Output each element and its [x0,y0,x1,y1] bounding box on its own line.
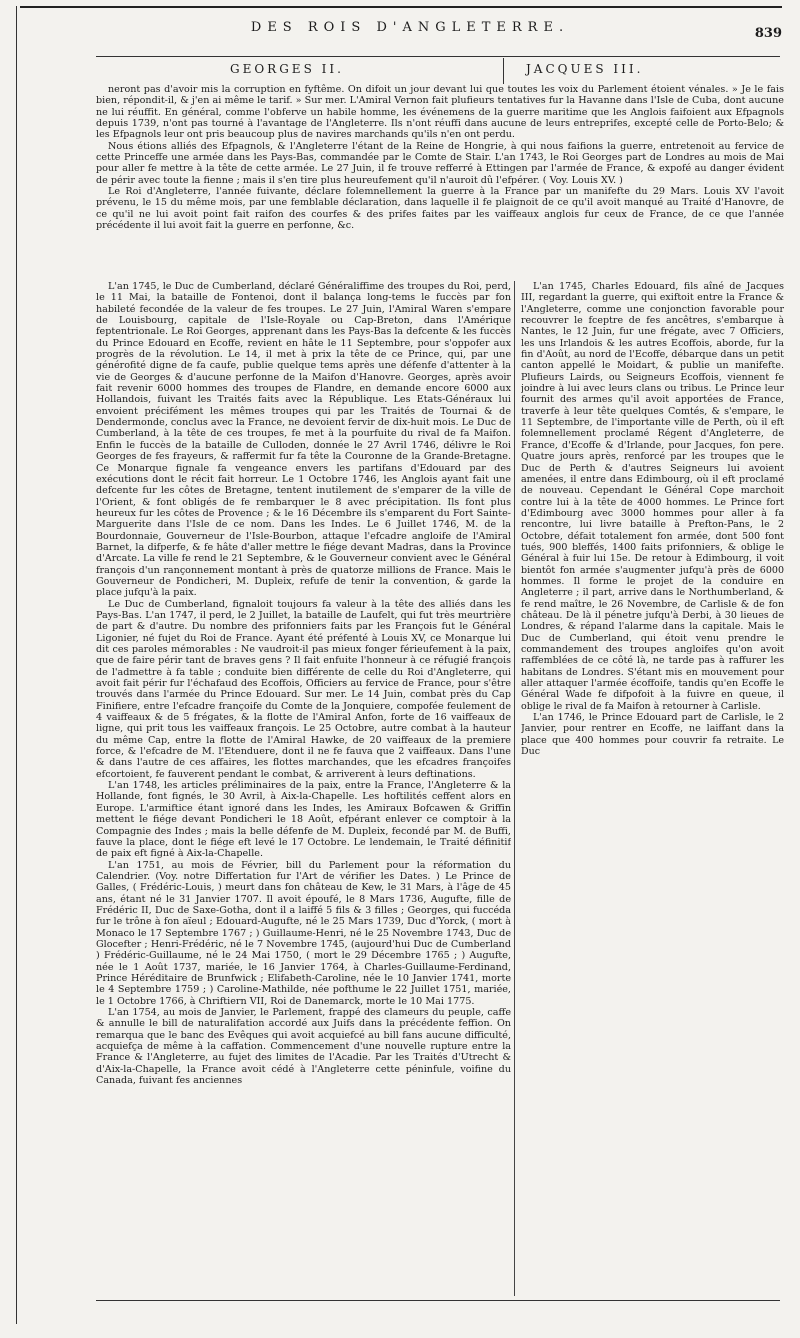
right-column-heading: JACQUES III. [526,62,644,76]
paragraph: L'an 1745, le Duc de Cumberland, déclaré Généraliffime des troupes du Roi, perd, le 11 Mai, la bataille de Fontenoi, dont il balança long-tems le fuccès par fon habileté fecondée de la valeur de fes troupes. Le 27 Juin, l'Amiral Waren s'empare de Louisbourg, capitale de l'Isle-Royale ou Cap-Breton, dans l'Amérique feptentrionale. Le Roi Georges, apprenant dans les Pays-Bas la defcente & les fuccès du Prince Edouard en Ecoffe, revient en hâte le 11 Septembre, pour s'oppofer aux progrès de la révolution. Le 14, il met à prix la tête de ce Prince, qui, par une générofité digne de fa caufe, publie quelque tems après une défenfe d'attenter à la vie de Georges & d'aucune perfonne de la Maifon d'Hanovre. Georges, après avoir fait revenir 6000 hommes des troupes de Flandre, en demande encore 6000 aux Hollandois, fuivant les Traités faits avec la République. Les Etats-Généraux lui envoient précifément les mêmes troupes qui par les Traités de Tournai & de Dendermonde, conclus avec la France, ne devoient fervir de dix-huit mois. Le Duc de Cumberland, à la tête de ces troupes, fe met à la pourfuite du rival de fa Maifon. Enfin le fuccès de la bataille de Culloden, donnée le 27 Avril 1746, délivre le Roi Georges de fes frayeurs, & raffermit fur fa tête la Couronne de la Grande-Bretagne. Ce Monarque fignale fa vengeance envers les partifans d'Edouard par des exécutions dont le récit fait horreur. Le 1 Octobre 1746, les Anglois ayant fait une defcente fur les côtes de Bretagne, tentent inutilement de s'emparer de la ville de l'Orient, & font obligés de fe rembarquer le 8 avec précipitation. Ils font plus heureux fur les côtes de Provence ; & le 16 Décembre ils s'emparent du Fort Sainte-Marguerite dans l'Isle de ce nom. Dans les Indes. Le 6 Juillet 1746, M. de la Bourdonnaie, Gouverneur de l'Isle-Bourbon, attaque l'efcadre angloife de l'Amiral Barnet, la difperfe, & fe hâte d'aller mettre le fiége devant Madras, dans la Province d'Arcate. La ville fe rend le 21 Septembre, & le Gouverneur convient avec le Général françois d'un rançonnement montant à près de quatorze millions de France. Mais le Gouverneur de Pondicheri, M. Dupleix, refufe de tenir la convention, & garde la place jufqu'à la paix. [96,281,511,599]
heading-divider [503,58,504,84]
top-border [20,6,782,8]
paragraph: L'an 1745, Charles Edouard, fils aîné de Jacques III, regardant la guerre, qui exiftoit entre la France & l'Angleterre, comme une conjonction favorable pour recouvrer le fceptre de fes ancêtres, s'embarque à Nantes, le 12 Juin, fur une frégate, avec 7 Officiers, les uns Irlandois & les autres Ecoffois, aborde, fur la fin d'Août, au nord de l'Ecoffe, débarque dans un petit canton appellé le Moidart, & publie un manifefte. Plufieurs Lairds, ou Seigneurs Ecoffois, viennent fe joindre à lui avec leurs clans ou tribus. Le Prince leur fournit des armes qu'il avoit apportées de France, traverfe à leur tête quelques Comtés, & s'empare, le 11 Septembre, de l'importante ville de Perth, où il eft folemnellement proclamé Régent d'Angleterre, de France, d'Ecoffe & d'Irlande, pour Jacques, fon pere. Quatre jours après, renforcé par les troupes que le Duc de Perth & d'autres Seigneurs lui avoient amenées, il entre dans Edimbourg, où il eft proclamé de nouveau. Cependant le Général Cope marchoit contre lui à la tête de 4000 hommes. Le Prince fort d'Edimbourg avec 3000 hommes pour aller à fa rencontre, lui livre bataille à Prefton-Pans, le 2 Octobre, défait totalement fon armée, dont 500 font tués, 900 bleffés, 1400 faits prifonniers, & oblige le Général à fuir lui 15e. De retour à Edimbourg, il voit bientôt fon armée s'augmenter jufqu'à près de 6000 hommes. Il forme le projet de la conduire en Angleterre ; il part, arrive dans le Northumberland, & fe rend maître, le 26 Novembre, de Carlisle & de fon château. De là il pénetre jufqu'à Derbi, à 30 lieues de Londres, & répand l'alarme dans la capitale. Mais le Duc de Cumberland, qui étoit venu prendre le commandement des troupes angloifes qu'on avoit raffemblées de ce côté là, ne tarde pas à raffurer les habitans de Londres. S'étant mis en mouvement pour aller attaquer l'armée écoffoife, tandis qu'en Ecoffe le Général Wade fe difpofoit à la fuivre en queue, il oblige le rival de fa Maifon à retourner à Carlisle. [521,281,784,712]
georges-ii-column [96,281,511,1298]
paragraph: L'an 1754, au mois de Janvier, le Parlement, frappé des clameurs du peuple, caffe & annulle le bill de naturalifation accordé aux Juifs dans la précédente feffion. On remarqua que le banc des Evêques qui avoit acquiefcé au bill fans aucune difficulté, acquiefça de même à la caffation. Commencement d'une nouvelle rupture entre la France & l'Angleterre, au fujet des limites de l'Acadie. Par les Traités d'Utrecht & d'Aix-la-Chapelle, la France avoit cédé à l'Angleterre cette péninfule, voifine du Canada, fuivant fes anciennes [96,1007,511,1087]
paragraph: Le Roi d'Angleterre, l'année fuivante, déclare folemnellement la guerre à la France par un manifefte du 29 Mars. Louis XV l'avoit prévenu, le 15 du même mois, par une femblable déclaration, dans laquelle il fe plaignoit de ce qu'il avoit manqué au Traité d'Hanovre, de ce qu'il ne lui avoit point fait raifon des courfes & des prifes faites par les vaiffeaux anglois fur ceux de France, de ce que l'année précédente il lui avoit fait la guerre en perfonne, &c. [96,186,784,232]
paragraph: neront pas d'avoir mis la corruption en fyftême. On difoit un jour devant lui que toutes les voix du Parlement étoient vénales. » Je le fais bien, répondit-il, & j'en ai même le tarif. » Sur mer. L'Amiral Vernon fait plufieurs tentatives fur la Havanne dans l'Isle de Cuba, dont aucune ne lui réuffit. En général, comme l'obferve un habile homme, les événemens de la guerre maritime que les Anglois faifoient aux Efpagnols depuis 1739, n'ont pas tourné à l'avantage de l'Angleterre. Ils n'ont réuffi dans aucune de leurs entreprifes, excepté celle de Porto-Belo; & les Efpagnols leur ont pris beaucoup plus de navires marchands qu'ils n'en ont perdu. [96,84,784,141]
paragraph: L'an 1748, les articles préliminaires de la paix, entre la France, l'Angleterre & la Hollande, font fignés, le 30 Avril, à Aix-la-Chapelle. Les hoftilités ceffent alors en Europe. L'armiftice étant ignoré dans les Indes, les Amiraux Bofcawen & Griffin mettent le fiége devant Pondicheri le 18 Août, efpérant enlever ce comptoir à la Compagnie des Indes ; mais la belle défenfe de M. Dupleix, fecondé par M. de Buffi, fauve la place, dont le fiége eft levé le 17 Octobre. Le lendemain, le Traité définitif de paix eft figné à Aix-la-Chapelle. [96,780,511,860]
paragraph: L'an 1746, le Prince Edouard part de Carlisle, le 2 Janvier, pour rentrer en Ecoffe, ne laiffant dans la place que 400 hommes pour couvrir fa retraite. Le Duc [521,712,784,758]
running-head: DES ROIS D'ANGLETERRE. [250,20,570,35]
full-width-text [96,84,784,280]
jacques-iii-column [521,281,784,1298]
header-rule [96,56,780,57]
left-column-heading: GEORGES II. [230,62,344,76]
paragraph: L'an 1751, au mois de Février, bill du Parlement pour la réformation du Calendrier. (Voy. notre Differtation fur l'Art de vérifier les Dates. ) Le Prince de Galles, ( Frédéric-Louis, ) meurt dans fon château de Kew, le 31 Mars, à l'âge de 45 ans, étant né le 31 Janvier 1707. Il avoit époufé, le 8 Mars 1736, Augufte, fille de Frédéric II, Duc de Saxe-Gotha, dont il a laiffé 5 fils & 3 filles ; Georges, qui fuccéda fur le trône à fon aïeul ; Edouard-Augufte, né le 25 Mars 1739, Duc d'Yorck, ( mort à Monaco le 17 Septembre 1767 ; ) Guillaume-Henri, né le 25 Novembre 1743, Duc de Glocefter ; Henri-Frédéric, né le 7 Novembre 1745, (aujourd'hui Duc de Cumberland ) Frédéric-Guillaume, né le 24 Mai 1750, ( mort le 29 Décembre 1765 ; ) Augufte, née le 1 Août 1737, mariée, le 16 Janvier 1764, à Charles-Guillaume-Ferdinand, Prince Héréditaire de Brunfwick ; Elifabeth-Caroline, née le 10 Janvier 1741, morte le 4 Septembre 1759 ; ) Caroline-Mathilde, née pofthume le 22 Juillet 1751, mariée, le 1 Octobre 1766, à Chriftiern VII, Roi de Danemarck, morte le 10 Mai 1775. [96,859,511,1007]
bottom-rule [96,1300,780,1301]
column-divider [514,281,515,1296]
page-number: 839 [754,26,782,41]
paragraph: Le Duc de Cumberland, fignaloit toujours fa valeur à la tête des alliés dans les Pays-Bas. L'an 1747, il perd, le 2 Juillet, la bataille de Laufelt, qui fut très meurtrière de part & d'autre. Du nombre des prifonniers faits par les François fut le Général Ligonier, né fujet du Roi de France. Ayant été préfenté à Louis XV, ce Monarque lui dit ces paroles mémorables : Ne vaudroit-il pas mieux fonger férieufement à la paix, que de faire périr tant de braves gens ? Il fait enfuite l'honneur à ce réfugié françois de l'admettre à fa table ; conduite bien différente de celle du Roi d'Angleterre, qui avoit fait périr fur l'échafaud des Ecoffois, Officiers au fervice de France, pour s'être trouvés dans l'armée du Prince Edouard. Sur mer. Le 14 Juin, combat près du Cap Finifiere, entre l'efcadre françoife du Comte de la Jonquiere, compofée feulement de 4 vaiffeaux & de 5 frégates, & la flotte de l'Amiral Anfon, forte de 16 vaiffeaux de ligne, qui prit tous les vaiffeaux françois. Le 25 Octobre, autre combat à la hauteur du même Cap, entre la flotte de l'Amiral Hawke, de 20 vaiffeaux de la premiere force, & l'efcadre de M. l'Etenduere, dont il ne fe fauva que 2 vaiffeaux. Dans l'une & dans l'autre de ces affaires, les flottes marchandes, que les efcadres françoifes efcortoient, fe fauverent pendant le combat, & arriverent à leurs deftinations. [96,598,511,780]
paragraph: Nous étions alliés des Efpagnols, & l'Angleterre l'étant de la Reine de Hongrie, à qui nous faifions la guerre, entretenoit au fervice de cette Princeffe une armée dans les Pays-Bas, commandée par le Comte de Stair. L'an 1743, le Roi Georges part de Londres au mois de Mai pour aller fe mettre à la tête de cette armée. Le 27 Juin, il fe trouve refferré à Ettingen par l'armée de France, & expofé au danger évident de périr avec toute la fienne ; mais il s'en tire plus heureufement qu'il n'auroit dû l'efpérer. ( Voy. Louis XV. ) [96,140,784,186]
left-binding-line [16,6,17,1324]
